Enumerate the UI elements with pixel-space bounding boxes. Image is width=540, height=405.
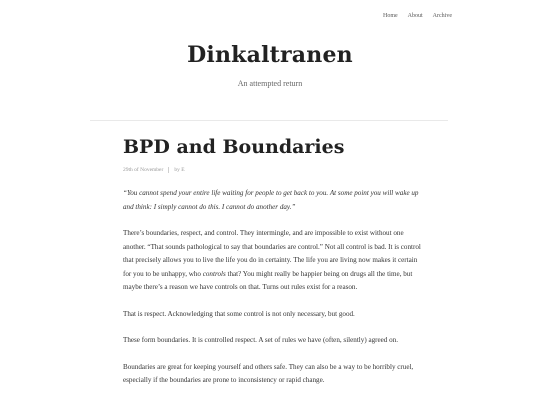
post-meta <box>123 167 185 173</box>
post-content <box>123 187 423 401</box>
paragraph-text: that? You might really be happier being on drugs all the time, but maybe there’s a reason we have controls on that. Turns out rules exist for a reason. <box>123 269 413 291</box>
emphasis-text: controls <box>202 269 226 278</box>
post-date[interactable]: 29th of November <box>123 167 164 173</box>
post-paragraph <box>123 227 423 295</box>
site-title[interactable]: Dinkaltranen <box>187 42 353 68</box>
header-divider <box>90 120 448 121</box>
meta-separator <box>168 167 169 173</box>
nav-archive-link[interactable]: Archive <box>432 13 452 19</box>
post-quote: “You cannot spend your entire life waiting for people to get back to you. At some point you will wake up and think: I simply cannot do this. I cannot do another day.” <box>123 189 419 211</box>
top-nav <box>383 13 452 19</box>
nav-about-link[interactable]: About <box>407 13 423 19</box>
post-title[interactable]: BPD and Boundaries <box>123 136 345 158</box>
post-author[interactable]: by E <box>174 167 185 173</box>
nav-home-link[interactable]: Home <box>383 13 398 19</box>
post-paragraph: That is respect. Acknowledging that some control is not only necessary, but good. <box>123 309 355 318</box>
site-tagline: An attempted return <box>237 79 303 88</box>
post-paragraph: Boundaries are great for keeping yourself and others safe. They can also be a way to be horribly cruel, especially if the boundaries are prone to inconsistency or rapid change. <box>123 362 414 384</box>
paragraph-text: There’s boundaries, respect, and control. They intermingle, and are impossible to exist without one another. “That sounds pathological to say that boundaries are control.” Not all control is bad. It is control that precisely allows you to live the life you do in certainty. The life you are living now makes it certain for you to be unhappy, who <box>123 229 421 278</box>
post-paragraph: These form boundaries. It is controlled respect. A set of rules we have (often, silently) agreed on. <box>123 336 398 344</box>
